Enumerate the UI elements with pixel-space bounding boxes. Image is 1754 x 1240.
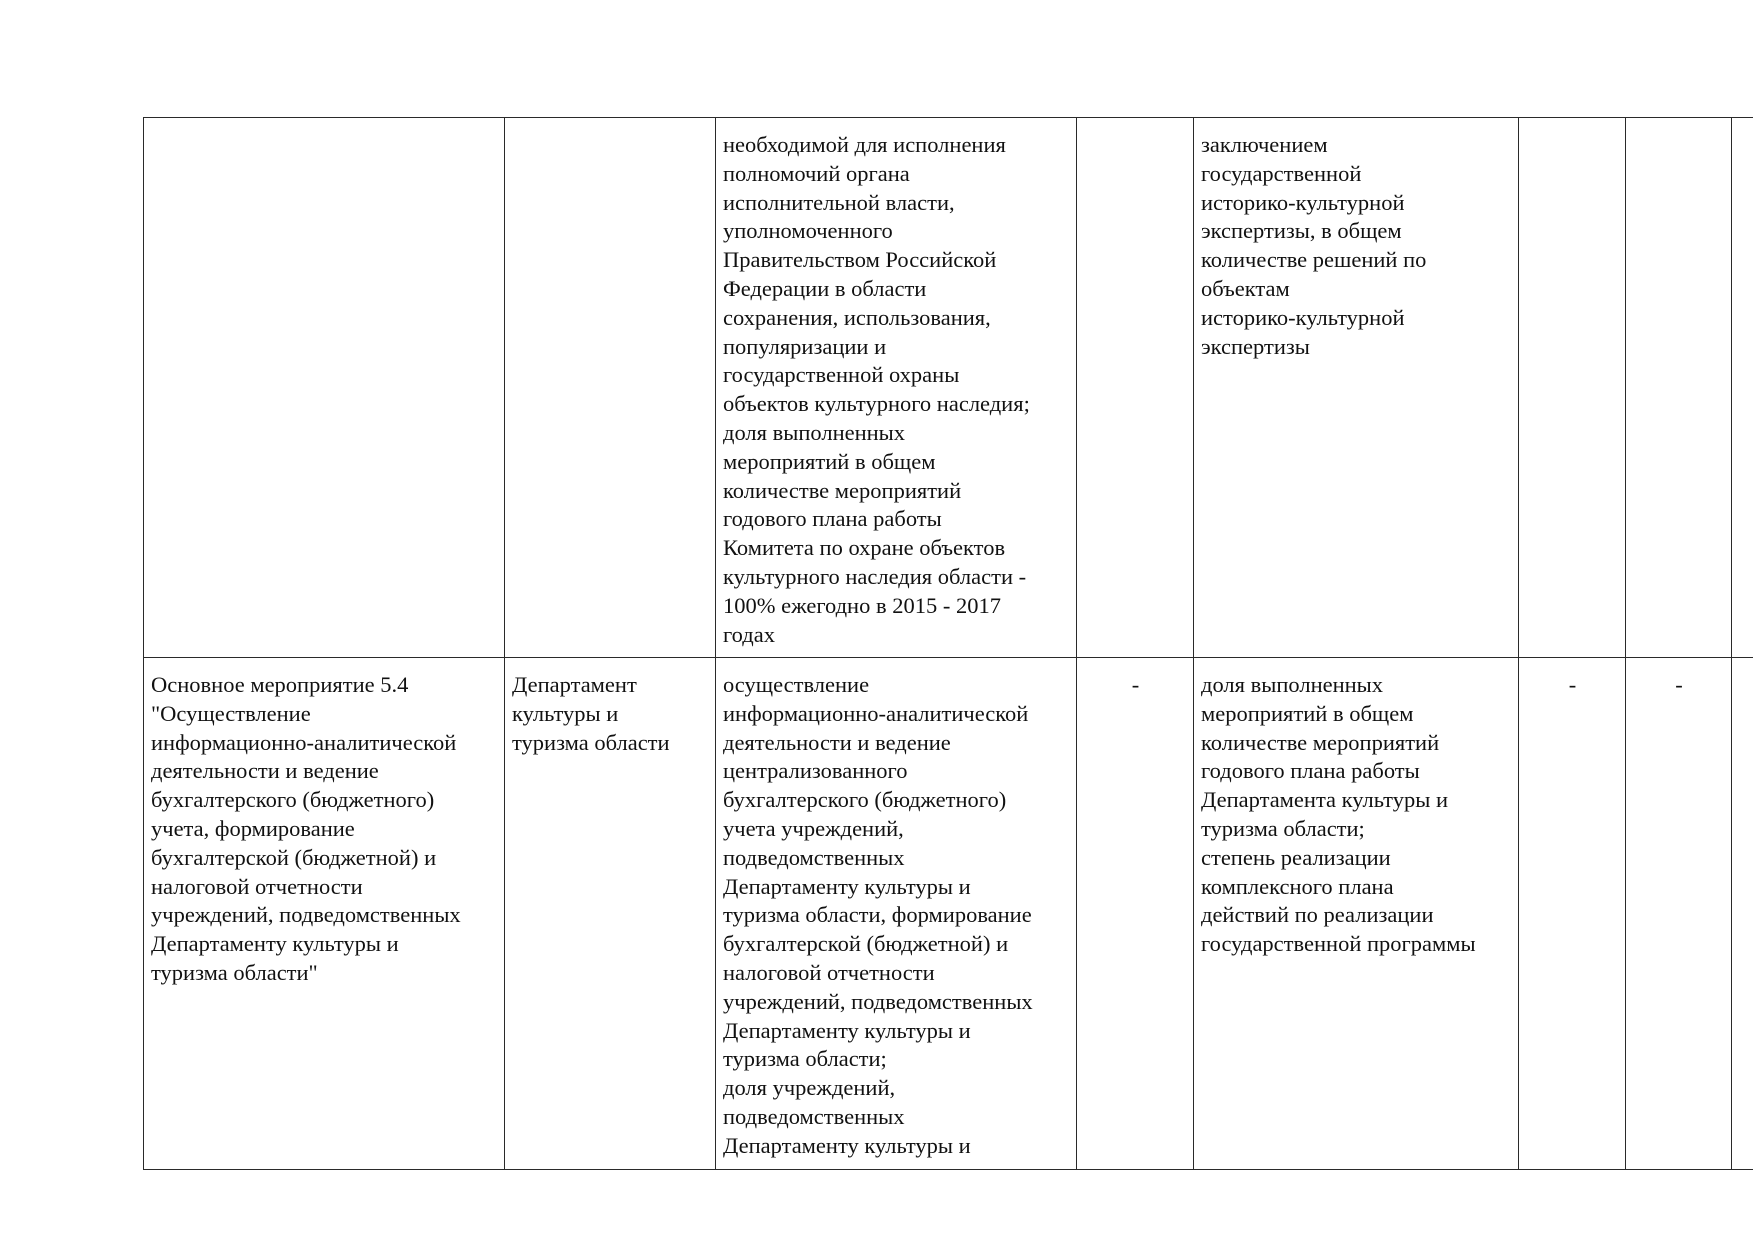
document-table [143,117,1753,1170]
cell-col7: - [1626,658,1732,1170]
cell-indicator: заключением государственной историко-культурной экспертизы, в общем количестве решений по объектам историко-культурной экспертизы [1194,118,1519,658]
cell-col6 [1519,118,1626,658]
cell-result: необходимой для исполнения полномочий органа исполнительной власти, уполномоченного Правительством Российской Федерации в области сохранения, использования, популяризации и государственной охраны объектов культурного наследия; доля выполненных мероприятий в общем количестве мероприятий годового плана работы Комитета по охране объектов культурного наследия области - 100% ежегодно в 2015 - 2017 годах [716,118,1077,658]
cell-event [144,118,505,658]
cell-col6: - [1519,658,1626,1170]
cell-result: осуществление информационно-аналитической деятельности и ведение централизованного бухгалтерского (бюджетного) учета учреждений, подведомственных Департаменту культуры и туризма области, формирование бухгалтерской (бюджетной) и налоговой отчетности учреждений, подведомственных Департаменту культуры и туризма области; доля учреждений, подведомственных Департаменту культуры и [716,658,1077,1170]
cell-event: Основное мероприятие 5.4 "Осуществление информационно-аналитической деятельности и ведение бухгалтерского (бюджетного) учета, формирование бухгалтерской (бюджетной) и налоговой отчетности учреждений, подведомственных Департаменту культуры и туризма области" [144,658,505,1170]
cell-col4 [1077,118,1194,658]
table-row [144,658,1753,1170]
table-row [144,118,1753,658]
cell-executor: Департамент культуры и туризма области [505,658,716,1170]
cell-col8 [1732,658,1753,1170]
cell-executor [505,118,716,658]
cell-col8 [1732,118,1753,658]
cell-col7 [1626,118,1732,658]
cell-indicator: доля выполненных мероприятий в общем количестве мероприятий годового плана работы Департамента культуры и туризма области; степень реализации комплексного плана действий по реализации государственной программы [1194,658,1519,1170]
cell-col4: - [1077,658,1194,1170]
